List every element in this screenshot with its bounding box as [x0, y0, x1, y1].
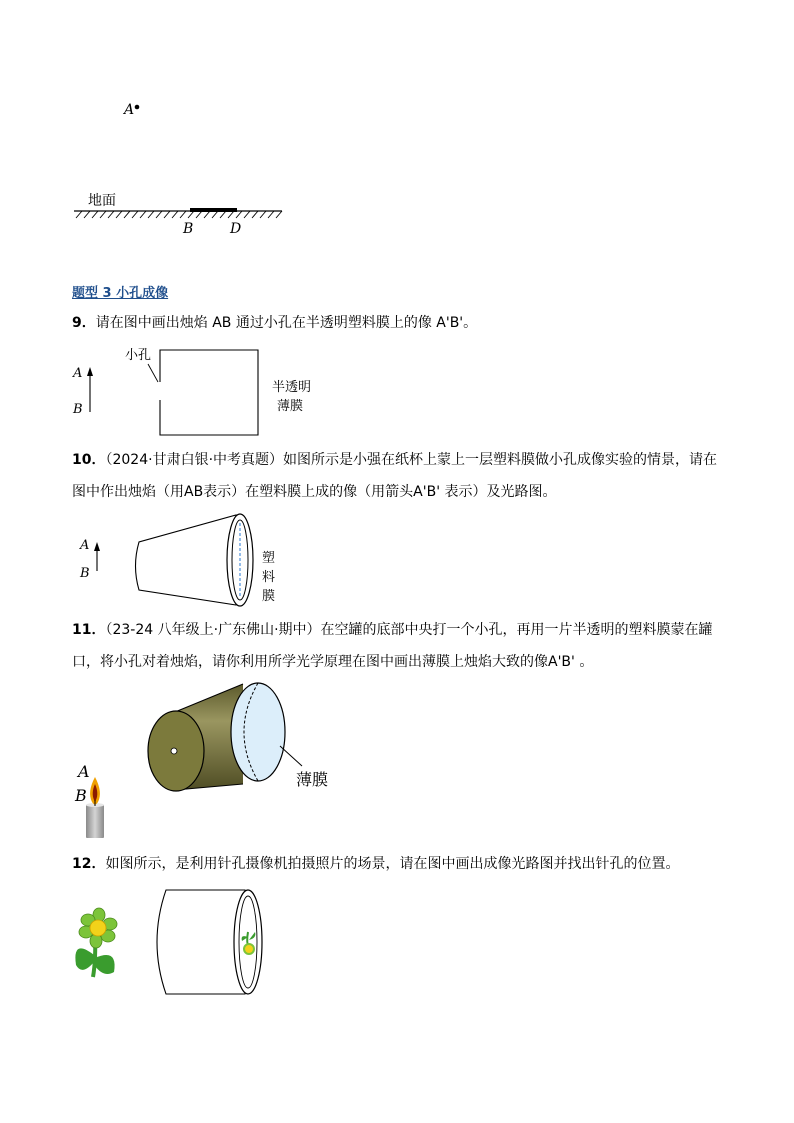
section-title: 题型 3 小孔成像 — [72, 286, 169, 301]
label-d: D — [230, 221, 242, 237]
candle — [86, 805, 104, 838]
flower — [75, 908, 117, 977]
pinhole — [171, 748, 177, 754]
film-pointer — [280, 746, 302, 766]
ground-diagram — [0, 0, 794, 250]
q10-label-a: A — [80, 538, 90, 553]
q12-diagram — [0, 880, 794, 1000]
q9-film-label-2: 薄膜 — [277, 399, 304, 414]
question-11 — [72, 620, 713, 640]
q11-label-a: A — [78, 762, 90, 781]
question-9 — [72, 313, 477, 333]
q10-diagram — [0, 505, 794, 615]
question-text-1: （2024·甘肃白银·中考真题）如图所示是小强在纸杯上蒙上一层塑料膜做小孔成像实验的情景，请在 — [105, 452, 718, 468]
ground-label: 地面 — [88, 193, 116, 209]
q9-film-label-1: 半透明 — [272, 380, 312, 395]
question-text: 如图所示，是利用针孔摄像机拍摄照片的场景，请在图中画出成像光路图并找出针孔的位置。 — [105, 856, 680, 872]
question-text: 请在图中画出烛焰 AB 通过小孔在半透明塑料膜上的像 A'B'。 — [95, 315, 478, 331]
question-number: 9． — [72, 315, 96, 331]
q9-hole-label: 小孔 — [125, 348, 152, 363]
label-b: B — [183, 221, 194, 237]
q9-label-b: B — [73, 402, 83, 417]
question-number: 10． — [72, 452, 106, 468]
question-10 — [72, 450, 717, 470]
question-11-line2: 口，将小孔对着烛焰，请你利用所学光学原理在图中画出薄膜上烛焰大致的像A'B' 。 — [72, 654, 594, 670]
point-a-dot — [135, 105, 140, 110]
question-12 — [72, 854, 679, 874]
paper-cup — [136, 515, 237, 605]
question-10-line2: 图中作出烛焰（用AB表示）在塑料膜上成的像（用箭头A'B' 表示）及光路图。 — [72, 484, 557, 500]
ground-obstacle-bd — [190, 208, 237, 212]
q11-diagram — [0, 680, 794, 845]
q11-film-label: 薄膜 — [296, 770, 329, 789]
hole-pointer — [148, 364, 158, 382]
q10-film-2: 料 — [262, 570, 276, 585]
q10-film-1: 塑 — [262, 551, 276, 566]
q9-label-a: A — [73, 366, 83, 381]
q10-label-b: B — [80, 566, 90, 581]
q11-label-b: B — [75, 786, 87, 805]
q9-diagram — [0, 340, 794, 440]
pinhole-box — [160, 350, 258, 435]
camera-body — [157, 890, 245, 994]
point-a-label: A — [124, 102, 135, 118]
question-text-1: （23-24 八年级上·广东佛山·期中）在空罐的底部中央打一个小孔，再用一片半透明的塑料膜蒙在罐 — [105, 622, 713, 638]
q10-film-3: 膜 — [262, 589, 276, 604]
can-film — [231, 683, 285, 781]
question-number: 11． — [72, 622, 106, 638]
question-number: 12． — [72, 856, 106, 872]
ground-hatch — [76, 211, 282, 218]
